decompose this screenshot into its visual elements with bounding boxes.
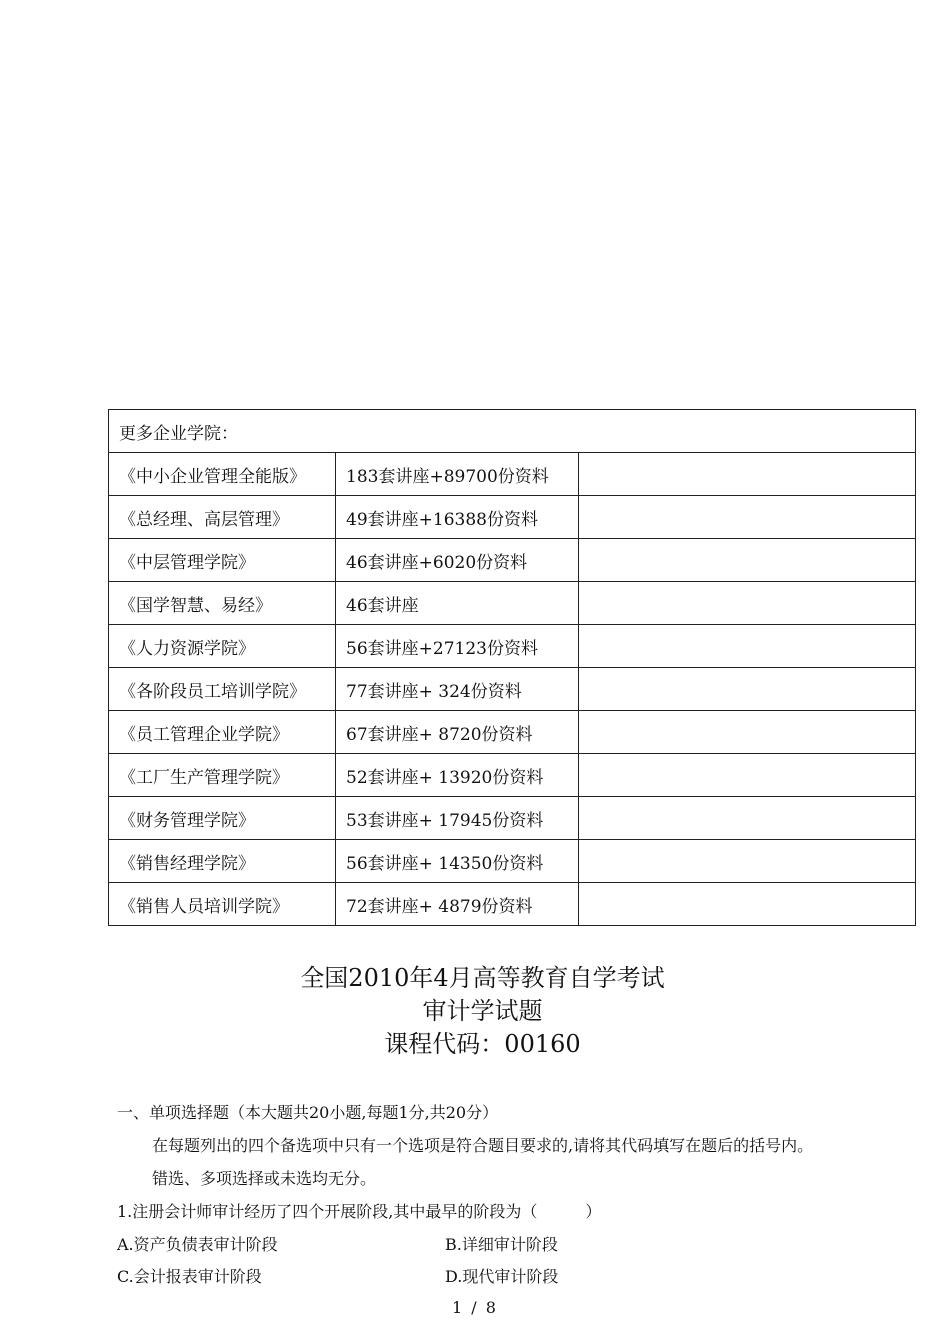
table-row: [109, 840, 916, 883]
academy-name-cell: 《人力资源学院》: [109, 625, 336, 668]
table-row: [109, 582, 916, 625]
option-a: A.资产负债表审计阶段: [117, 1235, 278, 1254]
academy-name-cell: 《总经理、高层管理》: [109, 496, 336, 539]
academy-name-cell: 《销售经理学院》: [109, 840, 336, 883]
course-code: 课程代码：00160: [384, 1030, 581, 1058]
option-c: C.会计报表审计阶段: [117, 1267, 262, 1286]
academy-content-cell: 56套讲座+ 14350份资料: [336, 840, 579, 883]
table-header-row: [109, 410, 916, 453]
academy-content-cell: 72套讲座+ 4879份资料: [336, 883, 579, 926]
academy-content-cell: 183套讲座+89700份资料: [336, 453, 579, 496]
exam-titles: [0, 962, 950, 1061]
table-row: [109, 496, 916, 539]
academy-content-cell: 56套讲座+27123份资料: [336, 625, 579, 668]
instruction-line-2: 错选、多项选择或未选均无分。: [152, 1169, 377, 1188]
academy-content-cell: 67套讲座+ 8720份资料: [336, 711, 579, 754]
academy-extra-cell: [579, 496, 916, 539]
academy-content-cell: 49套讲座+16388份资料: [336, 496, 579, 539]
academy-content-cell: 53套讲座+ 17945份资料: [336, 797, 579, 840]
academy-content-cell: 52套讲座+ 13920份资料: [336, 754, 579, 797]
table-row: [109, 539, 916, 582]
academy-name-cell: 《销售人员培训学院》: [109, 883, 336, 926]
option-b: B.详细审计阶段: [445, 1235, 558, 1254]
academy-name-cell: 《各阶段员工培训学院》: [109, 668, 336, 711]
academy-extra-cell: [579, 625, 916, 668]
table-row: [109, 754, 916, 797]
table-row: [109, 668, 916, 711]
academy-name-cell: 《员工管理企业学院》: [109, 711, 336, 754]
instruction-line-1: 在每题列出的四个备选项中只有一个选项是符合题目要求的,请将其代码填写在题后的括号内。: [152, 1136, 814, 1155]
table-row: [109, 625, 916, 668]
table-header-cell: 更多企业学院：: [109, 410, 916, 453]
academy-content-cell: 46套讲座+6020份资料: [336, 539, 579, 582]
academy-name-cell: 《国学智慧、易经》: [109, 582, 336, 625]
academy-extra-cell: [579, 711, 916, 754]
table-row: [109, 453, 916, 496]
academy-extra-cell: [579, 582, 916, 625]
table-row: [109, 711, 916, 754]
exam-subject: 审计学试题: [422, 997, 543, 1025]
page-number: 1 / 8: [452, 1298, 498, 1317]
exam-title: 全国2010年4月高等教育自学考试: [300, 964, 665, 992]
option-d: D.现代审计阶段: [445, 1267, 559, 1286]
table-row: [109, 797, 916, 840]
academy-extra-cell: [579, 539, 916, 582]
section-heading: 一、单项选择题（本大题共20小题,每题1分,共20分）: [117, 1103, 499, 1122]
academy-table: [108, 409, 916, 926]
academy-content-cell: 46套讲座: [336, 582, 579, 625]
academy-extra-cell: [579, 797, 916, 840]
academy-name-cell: 《中层管理学院》: [109, 539, 336, 582]
academy-extra-cell: [579, 840, 916, 883]
table-row: [109, 883, 916, 926]
academy-extra-cell: [579, 883, 916, 926]
academy-content-cell: 77套讲座+ 324份资料: [336, 668, 579, 711]
academy-name-cell: 《中小企业管理全能版》: [109, 453, 336, 496]
academy-name-cell: 《工厂生产管理学院》: [109, 754, 336, 797]
academy-extra-cell: [579, 754, 916, 797]
academy-extra-cell: [579, 668, 916, 711]
academy-name-cell: 《财务管理学院》: [109, 797, 336, 840]
question-1: 1.注册会计师审计经历了四个开展阶段,其中最早的阶段为（ ）: [117, 1202, 602, 1221]
academy-extra-cell: [579, 453, 916, 496]
